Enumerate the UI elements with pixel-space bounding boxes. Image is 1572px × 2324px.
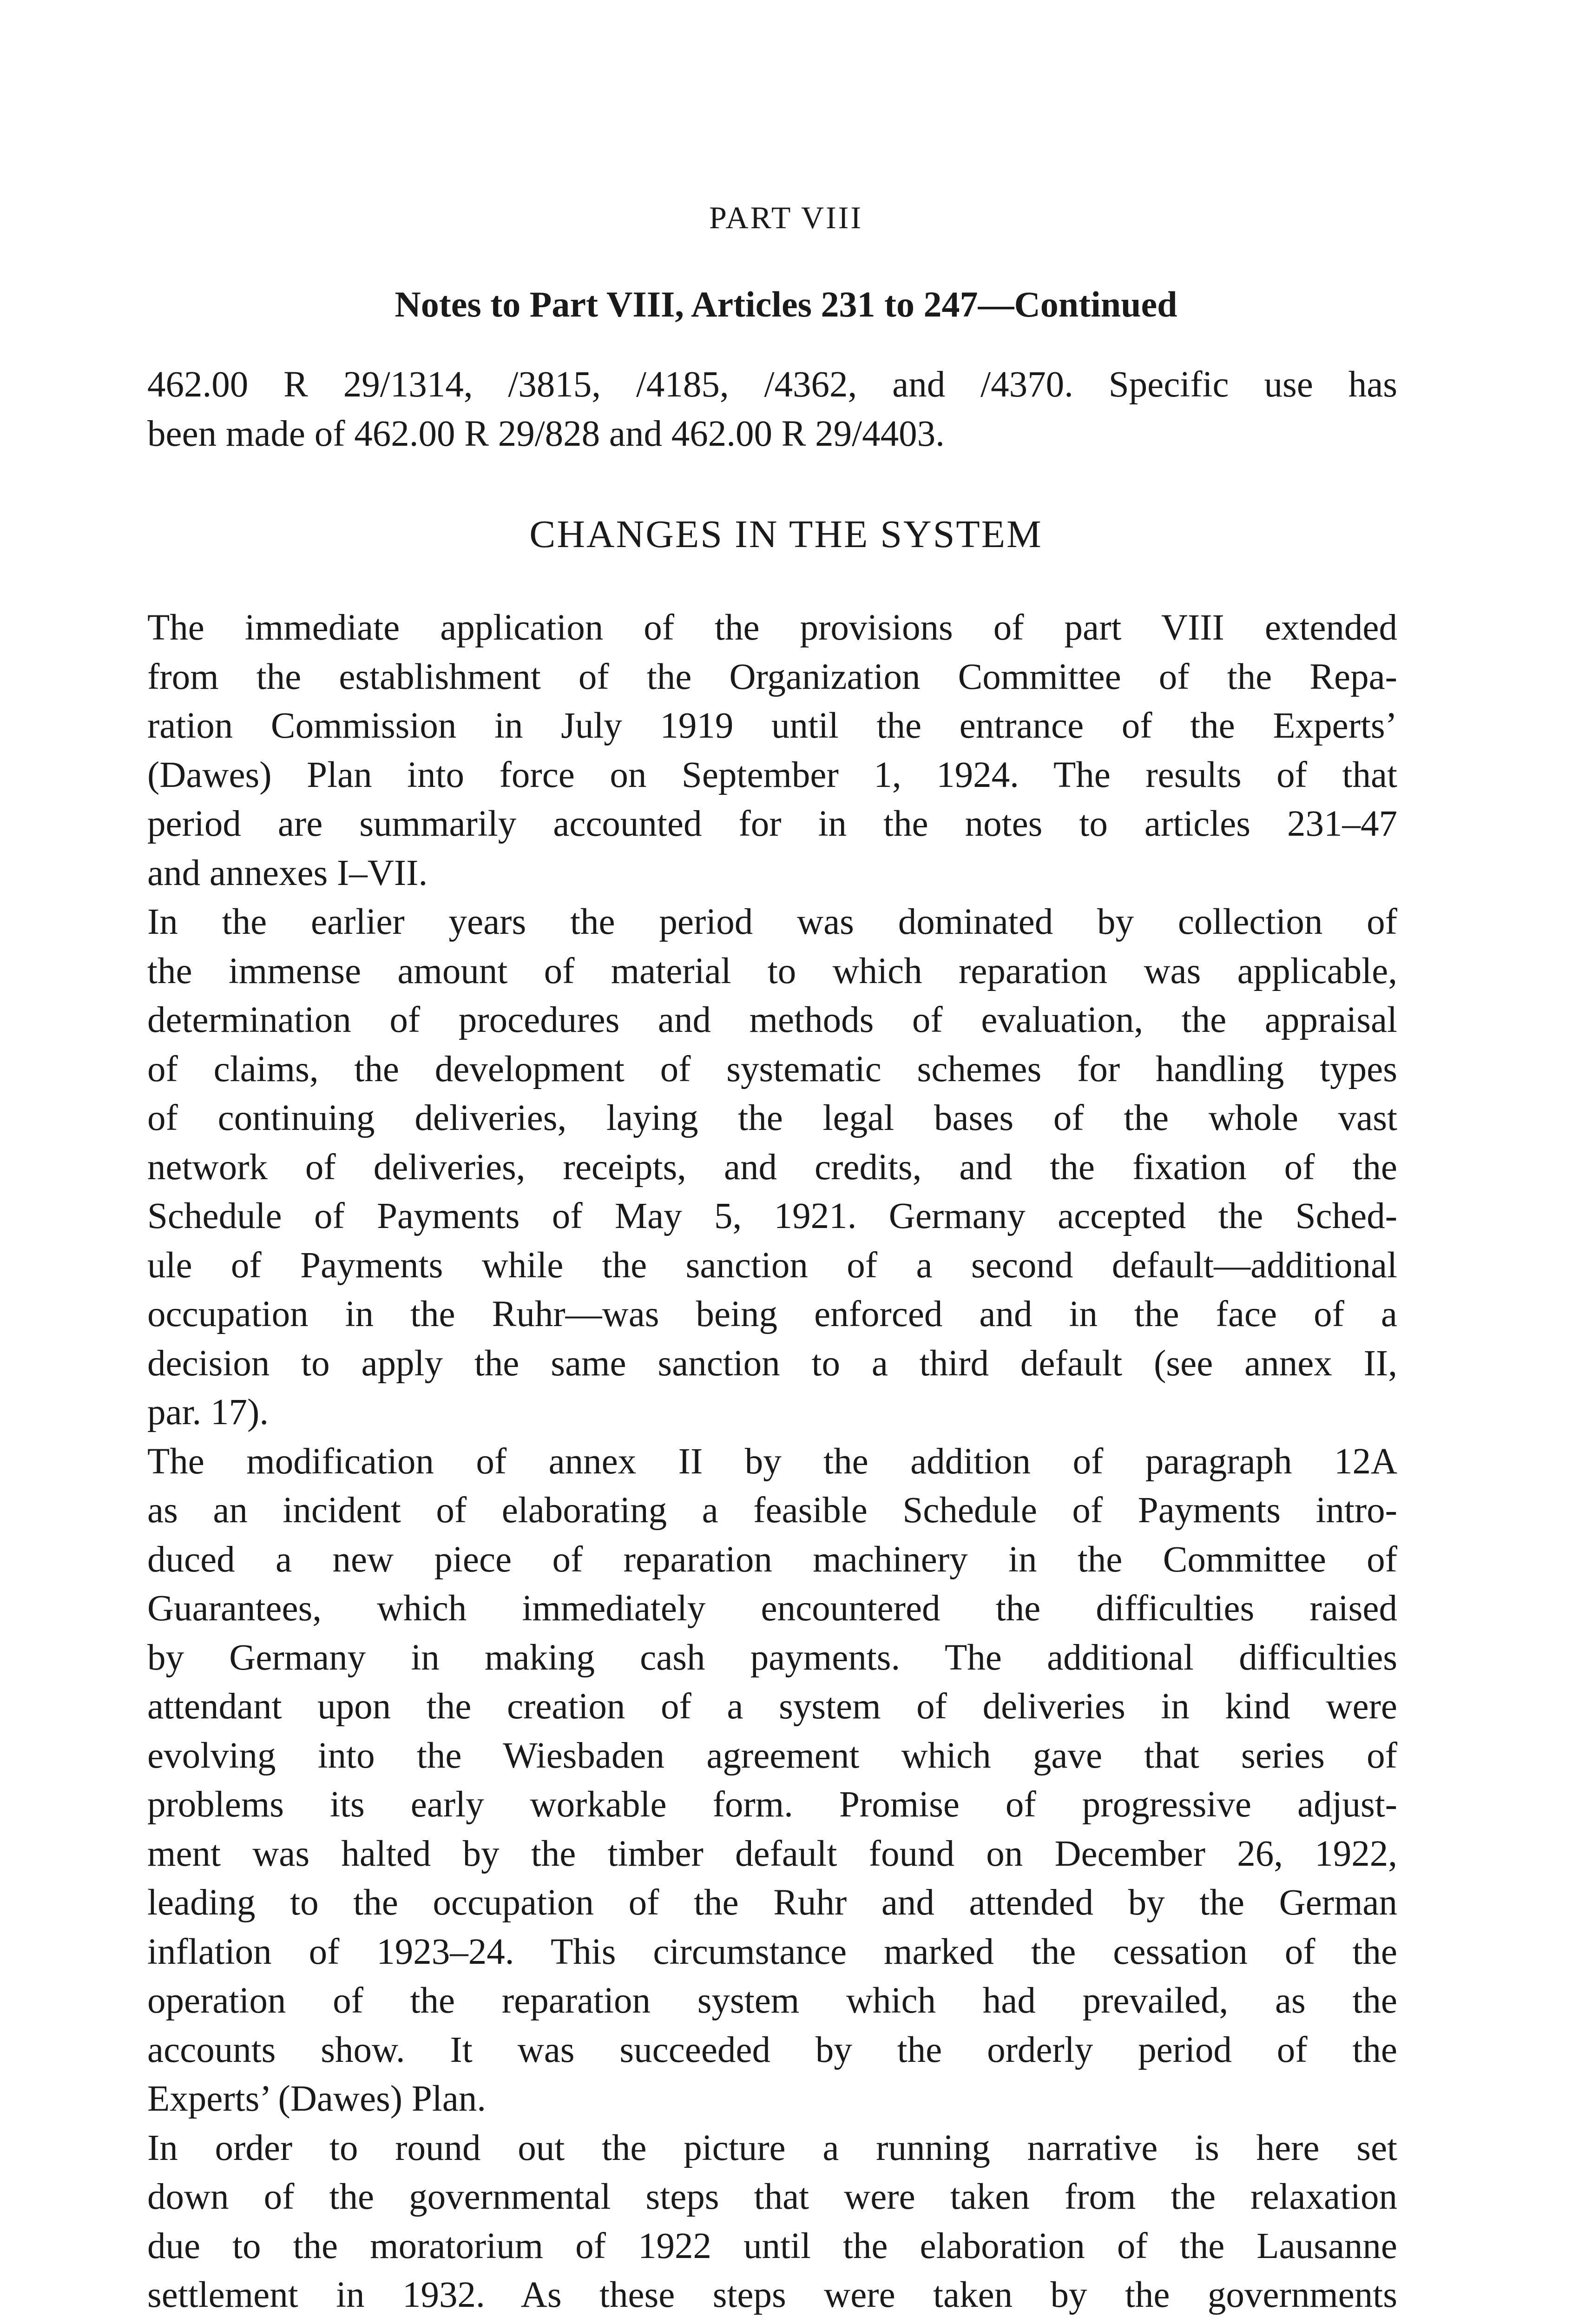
text-line: operation of the reparation system which had prevailed, as the xyxy=(147,1981,1397,2021)
text-line: par. 17). xyxy=(147,1392,269,1433)
text-line: leading to the occupation of the Ruhr and attended by the German xyxy=(147,1882,1397,1923)
text-line: problems its early workable form. Promise of progressive adjust- xyxy=(147,1784,1397,1825)
text-line: the immense amount of material to which reparation was applicable, xyxy=(147,951,1397,991)
text-line: and annexes I–VII. xyxy=(147,852,428,893)
running-head: PART VIII xyxy=(709,200,863,235)
text-line: inflation of 1923–24. This circumstance marked the cessation of the xyxy=(147,1931,1397,1972)
text-line: Experts’ (Dawes) Plan. xyxy=(147,2079,487,2119)
text-line: evolving into the Wiesbaden agreement which gave that series of xyxy=(147,1735,1397,1776)
text-line: from the establishment of the Organization Committee of the Repa- xyxy=(147,656,1397,697)
text-line: duced a new piece of reparation machinery in the Committee of xyxy=(147,1539,1397,1580)
text-line: The immediate application of the provisions of part VIII extended xyxy=(147,607,1397,648)
text-line: (Dawes) Plan into force on September 1, 1924. The results of that xyxy=(147,754,1397,795)
text-line: ment was halted by the timber default found on December 26, 1922, xyxy=(147,1833,1397,1874)
text-line: as an incident of elaborating a feasible Schedule of Payments intro- xyxy=(147,1490,1397,1531)
intro-text xyxy=(147,360,1397,458)
text-line: of claims, the development of systematic schemes for handling types xyxy=(147,1049,1397,1089)
text-line: down of the governmental steps that were taken from the relaxation xyxy=(147,2177,1397,2217)
paragraph xyxy=(147,898,1397,1437)
paragraph xyxy=(147,603,1397,898)
text-line: period are summarily accounted for in the notes to articles 231–47 xyxy=(147,804,1397,844)
section-heading: CHANGES IN THE SYSTEM xyxy=(529,513,1043,556)
text-line: been made of 462.00 R 29/828 and 462.00 R 29/4403. xyxy=(147,413,945,454)
text-line: ration Commission in July 1919 until the entrance of the Experts’ xyxy=(147,706,1397,746)
text-line: ule of Payments while the sanction of a second default—additional xyxy=(147,1245,1397,1286)
text-line: settlement in 1932. As these steps were taken by the governments xyxy=(147,2275,1397,2315)
text-line: by Germany in making cash payments. The additional difficulties xyxy=(147,1637,1397,1678)
body-text xyxy=(147,603,1397,2320)
text-line: 462.00 R 29/1314, /3815, /4185, /4362, and /4370. Specific use has xyxy=(147,364,1397,405)
text-line: occupation in the Ruhr—was being enforced and in the face of a xyxy=(147,1294,1397,1334)
paragraph xyxy=(147,2124,1397,2320)
text-line: Schedule of Payments of May 5, 1921. Germany accepted the Sched- xyxy=(147,1196,1397,1236)
text-line: network of deliveries, receipts, and credits, and the fixation of the xyxy=(147,1147,1397,1188)
text-line: decision to apply the same sanction to a third default (see annex II, xyxy=(147,1343,1397,1384)
text-line: attendant upon the creation of a system of deliveries in kind were xyxy=(147,1686,1397,1727)
text-line: The modification of annex II by the addition of paragraph 12A xyxy=(147,1441,1397,1482)
section-subhead: Notes to Part VIII, Articles 231 to 247—Continued xyxy=(395,284,1177,324)
text-line: due to the moratorium of 1922 until the elaboration of the Lausanne xyxy=(147,2225,1397,2266)
text-line: accounts show. It was succeeded by the orderly period of the xyxy=(147,2029,1397,2070)
text-line: determination of procedures and methods of evaluation, the appraisal xyxy=(147,1000,1397,1040)
text-line: Guarantees, which immediately encountered the difficulties raised xyxy=(147,1588,1397,1629)
text-line: In order to round out the picture a running narrative is here set xyxy=(147,2127,1397,2168)
text-line: of continuing deliveries, laying the legal bases of the whole vast xyxy=(147,1098,1397,1138)
text-line: In the earlier years the period was dominated by collection of xyxy=(147,902,1397,942)
paragraph xyxy=(147,1437,1397,2124)
